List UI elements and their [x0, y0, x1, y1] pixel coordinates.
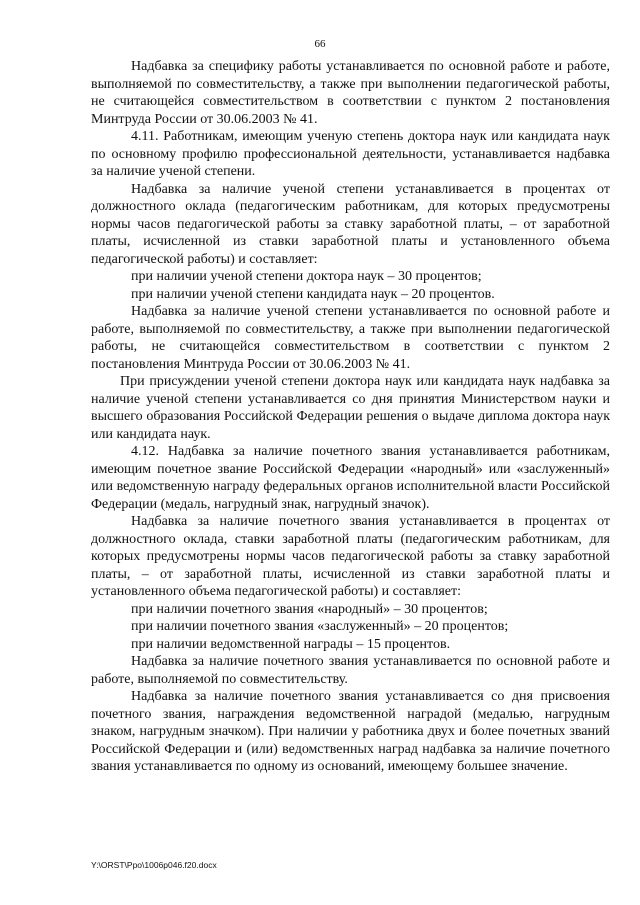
document-body [91, 58, 610, 776]
list-item-narodny: при наличии почетного звания «народный» – 30 процентов; [131, 601, 488, 617]
paragraph-title-main-work: Надбавка за наличие почетного звания устанавливается по основной работе и работе, выполняемой по совместительству. [91, 654, 610, 687]
paragraph-degree-percent: Надбавка за наличие ученой степени устанавливается в процентах от должностного оклада (педагогическим работникам, для которых предусмотрены нормы часов педагогической работы за ставку заработной платы, – от заработной платы, исчисленной из ставки заработной платы и установленного объема педагогической работы) и составляет: [91, 181, 610, 267]
paragraph-degree-award-date: При присуждении ученой степени доктора наук или кандидата наук надбавка за наличие ученой степени устанавливается со дня принятия Министерством науки и высшего образования Российской Федерации решения о выдаче диплома доктора наук или кандидата наук. [91, 374, 610, 442]
list-item-departmental: при наличии ведомственной награды – 15 процентов. [131, 636, 451, 652]
paragraph-title-date: Надбавка за наличие почетного звания устанавливается со дня присвоения почетного звания, награждения ведомственной наградой (медалью, нагрудным знаком, нагрудным значком). При наличии у работника двух и более почетных званий Российской Федерации и (или) ведомственных наград надбавка за наличие почетного звания устанавливается по одному из оснований, имеющему большее значение. [91, 689, 610, 774]
paragraph-specifics-allowance: Надбавка за специфику работы устанавливается по основной работе и работе, выполняемой по совместительству, а также при выполнении педагогической работы, не считающейся совместительством в соответствии с пунктом 2 постановления Минтруда России от 30.06.2003 № 41. [91, 59, 610, 127]
list-item-zasluzhenny: при наличии почетного звания «заслуженный» – 20 процентов; [131, 619, 509, 634]
paragraph-degree-main-work: Надбавка за наличие ученой степени устанавливается по основной работе и работе, выполняемой по совместительству, а также при выполнении педагогической работы, не считающейся совместительством в соответствии с пунктом 2 постановления Минтруда России от 30.06.2003 № 41. [91, 304, 610, 372]
list-item-candidate: при наличии ученой степени кандидата наук – 20 процентов. [131, 286, 495, 302]
page-number: 66 [314, 38, 326, 50]
paragraph-4-12: 4.12. Надбавка за наличие почетного звания устанавливается работникам, имеющим почетное звание Российской Федерации «народный» или «заслуженный» или ведомственную награду федеральных органов исполнительной власти Российской Федерации (медаль, нагрудный знак, нагрудный значок). [91, 444, 610, 512]
list-item-doctor: при наличии ученой степени доктора наук – 30 процентов; [131, 269, 482, 284]
paragraph-4-11: 4.11. Работникам, имеющим ученую степень доктора наук или кандидата наук по основному профилю профессиональной деятельности, устанавливается надбавка за наличие ученой степени. [91, 129, 610, 179]
paragraph-title-percent: Надбавка за наличие почетного звания устанавливается в процентах от должностного оклада, ставки заработной платы (педагогическим работникам, для которых предусмотрены нормы часов педагогической работы за ставку заработной платы, – от заработной платы, исчисленной из ставки заработной платы и установленного объема педагогической работы) и составляет: [91, 514, 610, 599]
file-path-footer: Y:\ORST\Ppo\1006p046.f20.docx [91, 860, 217, 870]
